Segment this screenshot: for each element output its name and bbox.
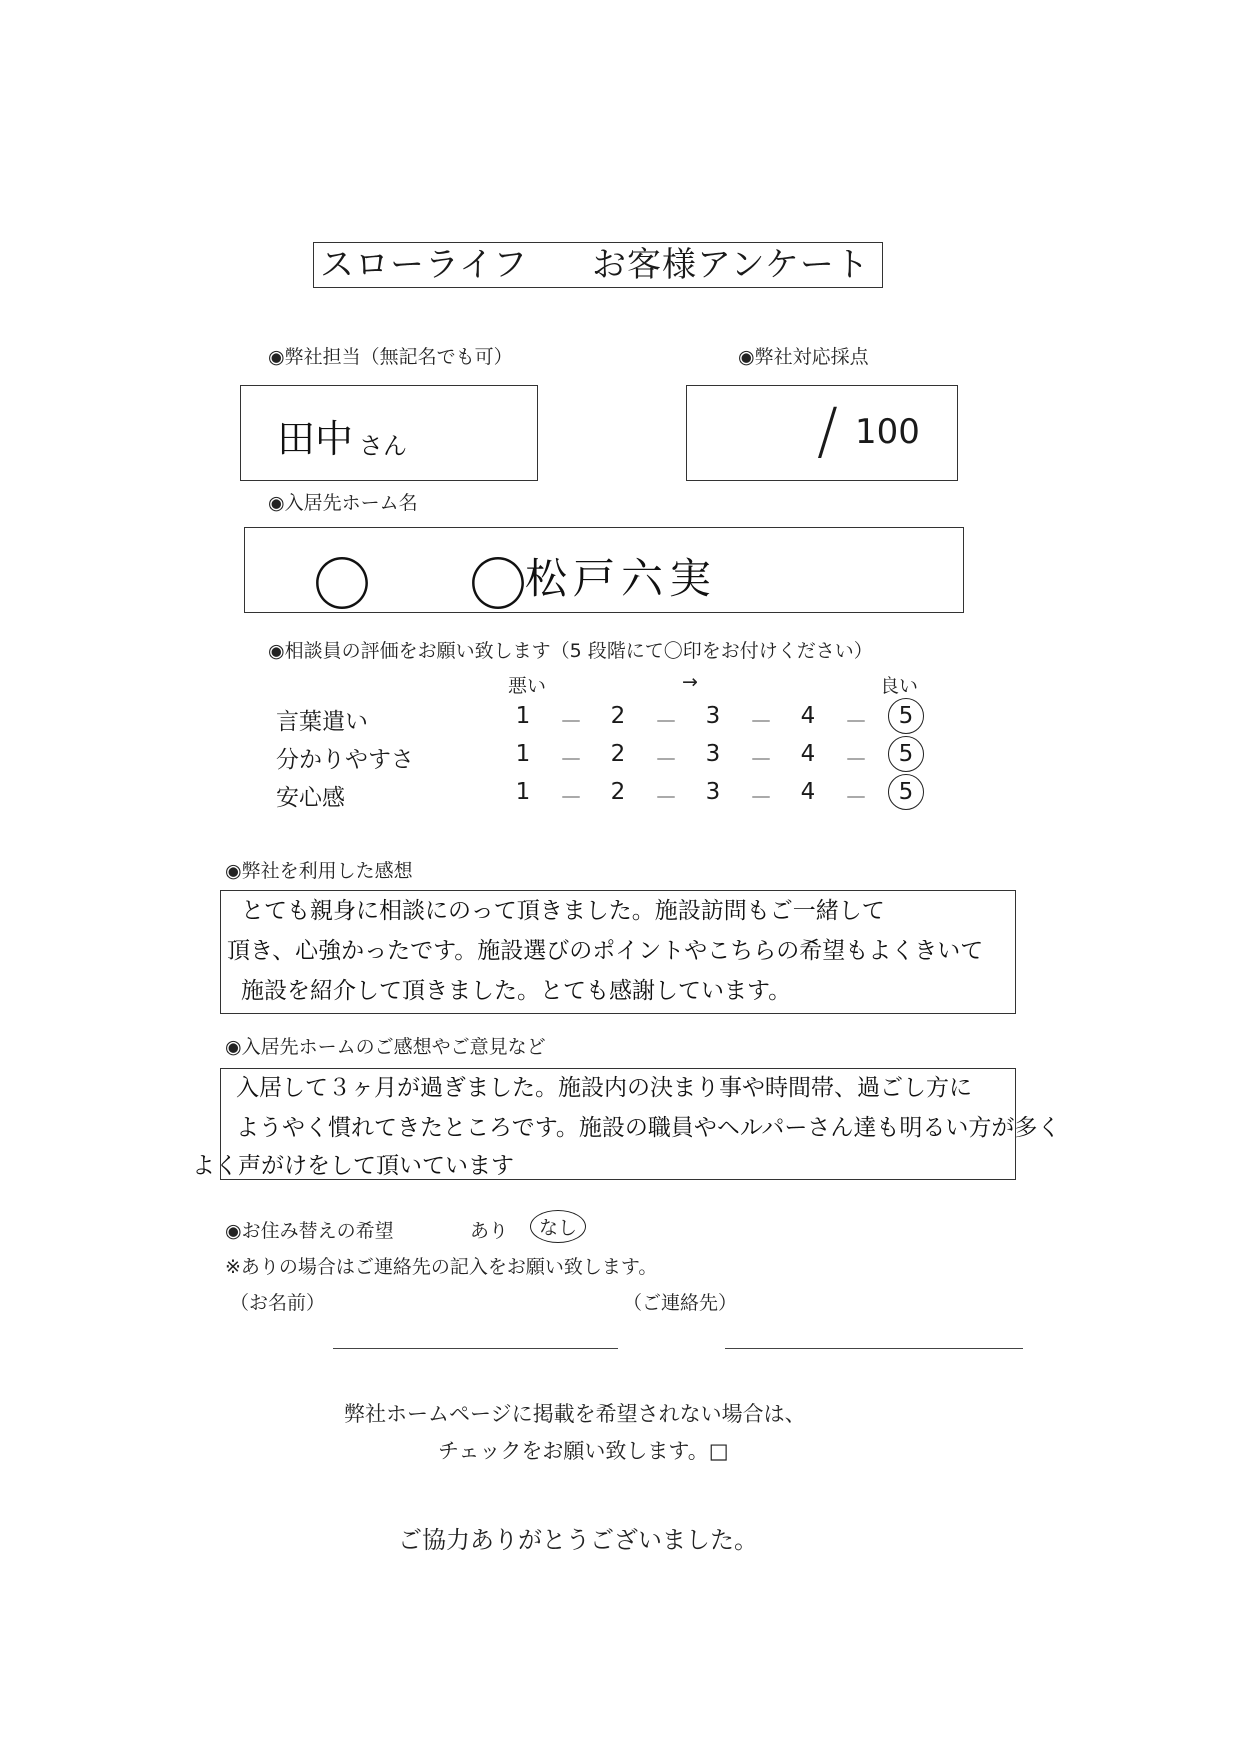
- move-label: ◉お住み替えの希望: [225, 1220, 394, 1242]
- rating-arrow: →: [682, 671, 698, 693]
- rating-option-4[interactable]: [793, 741, 823, 767]
- rating-option-2[interactable]: [603, 741, 633, 767]
- facility-circles: 〇 〇: [313, 551, 548, 619]
- rating-option-value: 4: [800, 741, 816, 767]
- rating-option-2[interactable]: [603, 703, 633, 729]
- rating-dash: －: [844, 709, 868, 735]
- rating-high-label: 良い: [880, 675, 919, 697]
- title-survey: お客様アンケート: [591, 245, 870, 285]
- rating-option-value: 5: [888, 736, 924, 772]
- rating-option-3[interactable]: [698, 779, 728, 805]
- rating-option-value: 2: [610, 703, 626, 729]
- rating-dash: －: [559, 709, 583, 735]
- thanks-message: ご協力ありがとうございました。: [398, 1526, 758, 1554]
- score-box[interactable]: [686, 385, 958, 481]
- contact-label: （ご連絡先）: [623, 1292, 738, 1314]
- rating-option-value: 2: [610, 779, 626, 805]
- rating-option-5[interactable]: [888, 703, 918, 734]
- rating-row-label: 分かりやすさ: [276, 747, 414, 773]
- rating-option-value: 3: [705, 741, 721, 767]
- rating-option-value: 1: [515, 779, 531, 805]
- rating-instruction: ◉相談員の評価をお願い致します（5 段階にて〇印をお付けください）: [268, 640, 873, 662]
- rating-option-value: 3: [705, 779, 721, 805]
- rating-option-5[interactable]: [888, 779, 918, 810]
- rating-dash: －: [844, 785, 868, 811]
- impressions-line-3: 施設を紹介して頂きました。とても感謝しています。: [241, 978, 792, 1004]
- rating-row: [0, 741, 1241, 777]
- rating-option-5[interactable]: [888, 741, 918, 772]
- rating-option-4[interactable]: [793, 779, 823, 805]
- rating-option-value: 5: [888, 698, 924, 734]
- score-label: ◉弊社対応採点: [738, 346, 869, 368]
- home-feedback-label: ◉入居先ホームのご感想やご意見など: [225, 1036, 546, 1058]
- home-feedback-line-2: ようやく慣れてきたところです。施設の職員やヘルパーさん達も明るい方が多く: [236, 1115, 1061, 1141]
- facility-label: ◉入居先ホーム名: [268, 492, 418, 514]
- staff-suffix: さん: [359, 432, 407, 460]
- rating-option-value: 4: [800, 779, 816, 805]
- staff-box[interactable]: [240, 385, 538, 481]
- rating-dash: －: [559, 747, 583, 773]
- rating-row-label: 安心感: [276, 785, 345, 811]
- rating-dash: －: [654, 709, 678, 735]
- homepage-note-text: チェックをお願い致します。: [438, 1439, 709, 1463]
- staff-label: ◉弊社担当（無記名でも可）: [268, 346, 513, 368]
- rating-option-3[interactable]: [698, 741, 728, 767]
- rating-option-value: 5: [888, 774, 924, 810]
- rating-dash: －: [654, 747, 678, 773]
- score-max: 100: [855, 412, 920, 452]
- homepage-note-line1: 弊社ホームページに掲載を希望されない場合は、: [344, 1402, 806, 1426]
- facility-box[interactable]: [244, 527, 964, 619]
- rating-option-value: 3: [705, 703, 721, 729]
- rating-low-label: 悪い: [508, 675, 547, 697]
- home-feedback-line-1: 入居して３ヶ月が過ぎました。施設内の決まり事や時間帯、過ごし方に: [236, 1075, 972, 1101]
- rating-option-4[interactable]: [793, 703, 823, 729]
- name-label: （お名前）: [230, 1292, 326, 1314]
- move-note: ※ありの場合はご連絡先の記入をお願い致します。: [225, 1256, 658, 1278]
- rating-dash: －: [749, 747, 773, 773]
- survey-title: [313, 242, 883, 288]
- home-feedback-line-3: よく声がけをして頂いています: [192, 1153, 514, 1179]
- staff-name: 田中: [277, 417, 354, 461]
- rating-row: [0, 703, 1241, 739]
- rating-option-1[interactable]: [508, 703, 538, 729]
- rating-dash: －: [844, 747, 868, 773]
- rating-dash: －: [749, 785, 773, 811]
- impressions-label: ◉弊社を利用した感想: [225, 860, 413, 882]
- rating-option-3[interactable]: [698, 703, 728, 729]
- rating-row: [0, 779, 1241, 815]
- rating-option-1[interactable]: [508, 741, 538, 767]
- move-option-no[interactable]: なし: [530, 1210, 586, 1243]
- homepage-checkbox[interactable]: □: [708, 1439, 729, 1463]
- score-slash: /: [817, 394, 838, 467]
- rating-option-value: 4: [800, 703, 816, 729]
- move-option-yes[interactable]: あり: [470, 1220, 509, 1242]
- rating-option-1[interactable]: [508, 779, 538, 805]
- contact-line[interactable]: [725, 1348, 1023, 1349]
- homepage-note-line2: [438, 1435, 729, 1465]
- facility-name: 松戸六実: [525, 554, 718, 603]
- rating-dash: －: [654, 785, 678, 811]
- rating-option-2[interactable]: [603, 779, 633, 805]
- rating-option-value: 1: [515, 741, 531, 767]
- rating-dash: －: [749, 709, 773, 735]
- rating-option-value: 1: [515, 703, 531, 729]
- rating-row-label: 言葉遣い: [276, 709, 368, 735]
- rating-option-value: 2: [610, 741, 626, 767]
- name-line[interactable]: [333, 1348, 618, 1349]
- impressions-line-2: 頂き、心強かったです。施設選びのポイントやこちらの希望もよくきいて: [227, 938, 984, 964]
- title-company: スローライフ: [320, 245, 528, 285]
- rating-dash: －: [559, 785, 583, 811]
- impressions-box[interactable]: [220, 890, 1016, 1014]
- impressions-line-1: とても親身に相談にのって頂きました。施設訪問もご一緒して: [241, 898, 885, 924]
